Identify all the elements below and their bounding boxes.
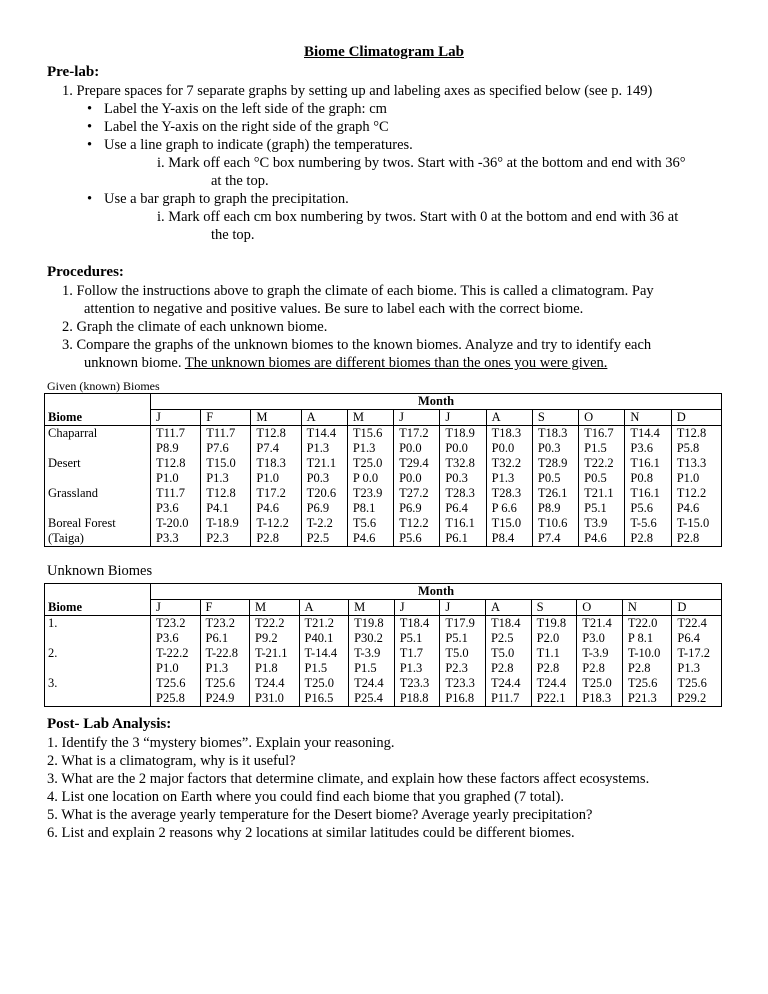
climate-value: T18.3 [256, 456, 286, 470]
climate-value: P5.1 [399, 631, 423, 645]
month-label: J [394, 600, 440, 616]
climate-value: T12.8 [206, 486, 236, 500]
climate-value: P29.2 [677, 691, 707, 705]
month-label: M [347, 410, 393, 426]
climate-value: T24.4 [354, 676, 384, 690]
climate-value: P40.1 [304, 631, 334, 645]
month-label: D [672, 600, 722, 616]
climate-value: P0.3 [306, 471, 330, 485]
climate-value: T23.2 [205, 616, 236, 630]
climate-value: T22.2 [584, 456, 614, 470]
month-label: F [200, 600, 250, 616]
climate-value: T29.4 [399, 456, 429, 470]
climate-value: P7.6 [206, 441, 229, 455]
biome-name: (Taiga) [48, 531, 84, 545]
climate-value: P0.3 [445, 471, 468, 485]
month-header: Month [151, 394, 722, 410]
climate-value: P1.5 [354, 661, 377, 675]
climate-value: T32.2 [491, 456, 522, 470]
prelab-sub-2a: i. Mark off each cm box numbering by twos. Start with 0 at the bottom and end with 36 at [157, 209, 679, 225]
climate-value: T-5.6 [630, 516, 657, 530]
climate-value: P8.4 [491, 531, 515, 545]
climate-value: P1.3 [677, 661, 700, 675]
climate-value: T23.3 [445, 676, 475, 690]
month-label: A [486, 410, 532, 426]
postlab-heading: Post- Lab Analysis: [47, 716, 172, 732]
climate-value: T24.4 [536, 676, 567, 690]
month-data-cell [672, 616, 722, 707]
climate-value: P0.0 [445, 441, 468, 455]
climate-value: T19.8 [536, 616, 567, 630]
climate-value: T25.6 [677, 676, 707, 690]
climate-value: T13.3 [676, 456, 707, 470]
climate-value: P1.5 [304, 661, 328, 675]
page-title: Biome Climatogram Lab [304, 44, 464, 60]
month-label: A [485, 600, 531, 616]
climate-value: T16.1 [445, 516, 475, 530]
climate-value: T15.0 [491, 516, 522, 530]
climate-value: T-22.2 [156, 646, 189, 660]
climate-value: T18.4 [490, 616, 521, 630]
climate-value: P 6.6 [491, 501, 517, 515]
prelab-heading: Pre-lab: [47, 64, 100, 80]
prelab-sub-1b: at the top. [211, 173, 269, 189]
climate-value: T-3.9 [354, 646, 381, 660]
climate-value: P1.3 [352, 441, 376, 455]
known-biomes-table [44, 393, 722, 547]
month-label: M [250, 600, 300, 616]
climate-value: P6.1 [445, 531, 468, 545]
climate-value: T15.0 [206, 456, 236, 470]
month-data-cell [347, 426, 393, 547]
procedures-heading: Procedures: [47, 264, 124, 280]
climate-value: P1.0 [256, 471, 279, 485]
month-data-cell [440, 616, 486, 707]
climate-value: P1.3 [399, 661, 423, 675]
climate-value: P0.0 [399, 471, 422, 485]
month-data-cell [251, 426, 301, 547]
climate-value: P5.6 [399, 531, 422, 545]
climate-value: T-10.0 [627, 646, 661, 660]
unknown-table-caption: Unknown Biomes [47, 563, 153, 579]
climate-value: T-3.9 [582, 646, 609, 660]
climate-value: T24.4 [255, 676, 285, 690]
climate-value: P 0.0 [352, 471, 379, 485]
climate-value: T16.7 [584, 426, 614, 440]
climate-value: T22.4 [677, 616, 707, 630]
climate-value: T12.2 [676, 486, 707, 500]
climate-value: P7.4 [256, 441, 279, 455]
climate-value: T17.2 [399, 426, 429, 440]
climate-value: P3.6 [156, 631, 179, 645]
climate-value: T11.7 [156, 426, 186, 440]
climate-value: T22.2 [255, 616, 285, 630]
climate-value: P1.8 [255, 661, 278, 675]
climate-value: P25.8 [156, 691, 185, 705]
climate-value: P18.3 [582, 691, 612, 705]
biome-name: 1. [48, 616, 58, 630]
procedure-1a: 1. Follow the instructions above to graph the climate of each biome. This is called a climatogram. Pay [62, 283, 654, 299]
postlab-item-1: 1. Identify the 3 “mystery biomes”. Explain your reasoning. [47, 735, 395, 751]
climate-value: T-12.2 [256, 516, 289, 530]
climate-value: P4.6 [676, 501, 700, 515]
month-label: J [151, 600, 201, 616]
climate-value: T25.6 [156, 676, 186, 690]
climate-value: P6.1 [205, 631, 229, 645]
month-data-cell [200, 616, 250, 707]
month-label: S [531, 600, 577, 616]
climate-value: T17.2 [256, 486, 286, 500]
climate-value: P2.8 [627, 661, 651, 675]
climate-value: P6.4 [677, 631, 700, 645]
climate-value: P2.8 [676, 531, 700, 545]
climate-value: P0.0 [491, 441, 515, 455]
climate-value: P7.4 [537, 531, 561, 545]
month-label: F [201, 410, 251, 426]
climate-value: T10.6 [537, 516, 568, 530]
climate-value: P9.2 [255, 631, 278, 645]
climate-value: P2.8 [536, 661, 560, 675]
procedure-3b [84, 354, 607, 372]
climate-value: T-15.0 [676, 516, 710, 530]
postlab-item-4: 4. List one location on Earth where you could find each biome that you graphed (7 total). [47, 789, 565, 805]
climate-value: T21.2 [304, 616, 335, 630]
climate-value: P5.6 [630, 501, 653, 515]
procedure-1b: attention to negative and positive values. Be sure to label each with the correct biome. [84, 301, 584, 317]
climate-value: P21.3 [627, 691, 657, 705]
climate-value: T5.0 [490, 646, 515, 660]
postlab-item-6: 6. List and explain 2 reasons why 2 locations at similar latitudes could be different biomes. [47, 825, 575, 841]
climate-value: P6.9 [306, 501, 330, 515]
climate-value: P4.6 [352, 531, 376, 545]
climate-value: T25.0 [352, 456, 383, 470]
climate-value: P2.5 [306, 531, 330, 545]
biome-column-header: Biome [45, 410, 151, 426]
climate-value: T16.1 [630, 486, 660, 500]
month-data-cell [440, 426, 486, 547]
biome-name: Chaparral [48, 426, 98, 440]
table-corner-cell [45, 394, 151, 410]
climate-value: T32.8 [445, 456, 475, 470]
month-data-cell [394, 616, 440, 707]
biome-column-header: Biome [45, 600, 151, 616]
climate-value: P5.1 [584, 501, 607, 515]
climate-value: P22.1 [536, 691, 566, 705]
biome-name: 3. [48, 676, 58, 690]
month-data-cell [250, 616, 300, 707]
month-label: D [671, 410, 721, 426]
climate-value: T5.6 [352, 516, 377, 530]
climate-value: T12.2 [399, 516, 429, 530]
climate-value: T21.1 [584, 486, 614, 500]
climate-value: P8.9 [156, 441, 179, 455]
climate-value: T17.9 [445, 616, 475, 630]
procedure-3b-emphasis: The unknown biomes are different biomes than the ones you were given. [184, 355, 608, 371]
climate-value: P18.8 [399, 691, 429, 705]
climate-value: T-22.8 [205, 646, 239, 660]
climate-value: T25.6 [627, 676, 658, 690]
biome-name: Boreal Forest [48, 516, 116, 530]
climate-value: P4.1 [206, 501, 229, 515]
month-data-cell [671, 426, 721, 547]
climate-value: P1.0 [156, 661, 179, 675]
climate-value: P2.0 [536, 631, 560, 645]
climate-value: T20.6 [306, 486, 337, 500]
climate-value: T11.7 [206, 426, 236, 440]
climate-value: T18.4 [399, 616, 430, 630]
month-data-cell [531, 616, 577, 707]
climate-value: T21.4 [582, 616, 612, 630]
climate-value: T25.6 [205, 676, 236, 690]
biome-names-cell [45, 616, 151, 707]
climate-value: T-2.2 [306, 516, 333, 530]
postlab-item-2: 2. What is a climatogram, why is it useful? [47, 753, 296, 769]
month-label: O [577, 600, 623, 616]
climate-value: P4.6 [584, 531, 607, 545]
climate-value: T12.8 [676, 426, 707, 440]
climate-value: T25.0 [582, 676, 612, 690]
prelab-item-1: 1. Prepare spaces for 7 separate graphs by setting up and labeling axes as specified below (see p. 149) [62, 83, 653, 99]
climate-value: P6.9 [399, 501, 422, 515]
month-data-cell [532, 426, 578, 547]
climate-value: P3.6 [630, 441, 653, 455]
climate-value: T-21.1 [255, 646, 288, 660]
climate-value: T23.9 [352, 486, 383, 500]
climate-value: P16.8 [445, 691, 475, 705]
month-data-cell [486, 426, 532, 547]
climate-value: T12.8 [256, 426, 286, 440]
month-label: J [440, 410, 486, 426]
prelab-bullet-1: • Label the Y-axis on the left side of the graph: cm [104, 100, 387, 118]
month-label: A [301, 410, 347, 426]
climate-value: T23.2 [156, 616, 186, 630]
month-label: O [579, 410, 625, 426]
known-table-caption: Given (known) Biomes [47, 379, 160, 393]
climate-value: P3.3 [156, 531, 179, 545]
climate-value: T14.4 [630, 426, 660, 440]
procedure-3b-text: unknown biome. [84, 355, 182, 371]
climate-value: P4.6 [256, 501, 279, 515]
prelab-bullet-3: • Use a line graph to indicate (graph) the temperatures. [104, 136, 413, 154]
climate-value: P5.8 [676, 441, 700, 455]
postlab-item-3: 3. What are the 2 major factors that determine climate, and explain how these factors affect ecosystems. [47, 771, 650, 787]
climate-value: P2.5 [490, 631, 514, 645]
climate-value: P1.3 [206, 471, 229, 485]
climate-value: T23.3 [399, 676, 430, 690]
unknown-biomes-table [44, 583, 722, 707]
climate-value: P2.8 [256, 531, 279, 545]
prelab-sub-2b: the top. [211, 227, 255, 243]
month-label: J [440, 600, 486, 616]
month-label: S [532, 410, 578, 426]
month-label: M [349, 600, 395, 616]
climate-value: T28.3 [491, 486, 522, 500]
climate-value: T12.8 [156, 456, 186, 470]
biome-name: 2. [48, 646, 58, 660]
climate-value: T-20.0 [156, 516, 189, 530]
climate-value: P24.9 [205, 691, 235, 705]
climate-value: P0.0 [399, 441, 422, 455]
climate-value: P2.8 [630, 531, 653, 545]
month-label: M [251, 410, 301, 426]
climate-value: T1.7 [399, 646, 423, 660]
climate-value: T19.8 [354, 616, 384, 630]
month-data-cell [201, 426, 251, 547]
month-data-cell [301, 426, 347, 547]
climate-value: P0.5 [537, 471, 561, 485]
climate-value: P3.6 [156, 501, 179, 515]
climate-value: P1.3 [491, 471, 515, 485]
climate-value: T21.1 [306, 456, 337, 470]
climate-value: P0.5 [584, 471, 607, 485]
climate-value: T18.3 [537, 426, 568, 440]
month-header: Month [151, 584, 722, 600]
climate-value: P 8.1 [627, 631, 654, 645]
climate-value: P31.0 [255, 691, 284, 705]
climate-value: P2.8 [582, 661, 605, 675]
climate-value: P1.5 [584, 441, 607, 455]
biome-names-cell [45, 426, 151, 547]
climate-value: T5.0 [445, 646, 469, 660]
prelab-sub-1a: i. Mark off each °C box numbering by twos. Start with -36° at the bottom and end with 36° [157, 155, 686, 171]
prelab-bullet-4: • Use a bar graph to graph the precipitation. [104, 190, 349, 208]
procedure-3a: 3. Compare the graphs of the unknown biomes to the known biomes. Analyze and try to identify each [62, 337, 652, 353]
climate-value: P2.3 [445, 661, 468, 675]
climate-value: P25.4 [354, 691, 383, 705]
month-label: J [151, 410, 201, 426]
climate-value: T18.3 [491, 426, 522, 440]
month-data-cell [394, 426, 440, 547]
procedure-2: 2. Graph the climate of each unknown biome. [62, 319, 328, 335]
table-corner-cell [45, 584, 151, 600]
month-data-cell [151, 426, 201, 547]
climate-value: P11.7 [490, 691, 520, 705]
month-data-cell [622, 616, 672, 707]
climate-value: T27.2 [399, 486, 429, 500]
climate-value: T28.9 [537, 456, 568, 470]
climate-value: P3.0 [582, 631, 605, 645]
climate-value: P1.3 [205, 661, 229, 675]
climate-value: P8.9 [537, 501, 561, 515]
climate-value: T22.0 [627, 616, 658, 630]
climate-value: T26.1 [537, 486, 568, 500]
climate-value: P1.0 [156, 471, 179, 485]
biome-name: Grassland [48, 486, 98, 500]
climate-value: T25.0 [304, 676, 335, 690]
climate-value: P0.8 [630, 471, 653, 485]
month-data-cell [299, 616, 349, 707]
climate-value: T-14.4 [304, 646, 338, 660]
month-data-cell [485, 616, 531, 707]
climate-value: P6.4 [445, 501, 468, 515]
climate-value: T16.1 [630, 456, 660, 470]
climate-value: T1.1 [536, 646, 560, 660]
month-data-cell [577, 616, 623, 707]
biome-name: Desert [48, 456, 81, 470]
climate-value: T14.4 [306, 426, 337, 440]
month-label: N [625, 410, 671, 426]
climate-value: T-18.9 [206, 516, 239, 530]
climate-value: T11.7 [156, 486, 186, 500]
climate-value: P8.1 [352, 501, 376, 515]
climate-value: P1.3 [306, 441, 330, 455]
month-data-cell [151, 616, 201, 707]
climate-value: P5.1 [445, 631, 468, 645]
month-label: N [622, 600, 672, 616]
climate-value: T18.9 [445, 426, 475, 440]
climate-value: P2.3 [206, 531, 229, 545]
month-label: J [394, 410, 440, 426]
climate-value: P30.2 [354, 631, 383, 645]
climate-value: P1.0 [676, 471, 700, 485]
postlab-item-5: 5. What is the average yearly temperature for the Desert biome? Average yearly precipitation? [47, 807, 593, 823]
climate-value: P2.8 [490, 661, 514, 675]
climate-value: T28.3 [445, 486, 475, 500]
month-data-cell [349, 616, 395, 707]
climate-value: P0.3 [537, 441, 561, 455]
month-data-cell [625, 426, 671, 547]
month-data-cell [579, 426, 625, 547]
month-label: A [299, 600, 349, 616]
climate-value: T3.9 [584, 516, 608, 530]
climate-value: T24.4 [490, 676, 521, 690]
climate-value: T15.6 [352, 426, 383, 440]
prelab-bullet-2: • Label the Y-axis on the right side of the graph °C [104, 118, 389, 136]
climate-value: T-17.2 [677, 646, 710, 660]
climate-value: P16.5 [304, 691, 334, 705]
